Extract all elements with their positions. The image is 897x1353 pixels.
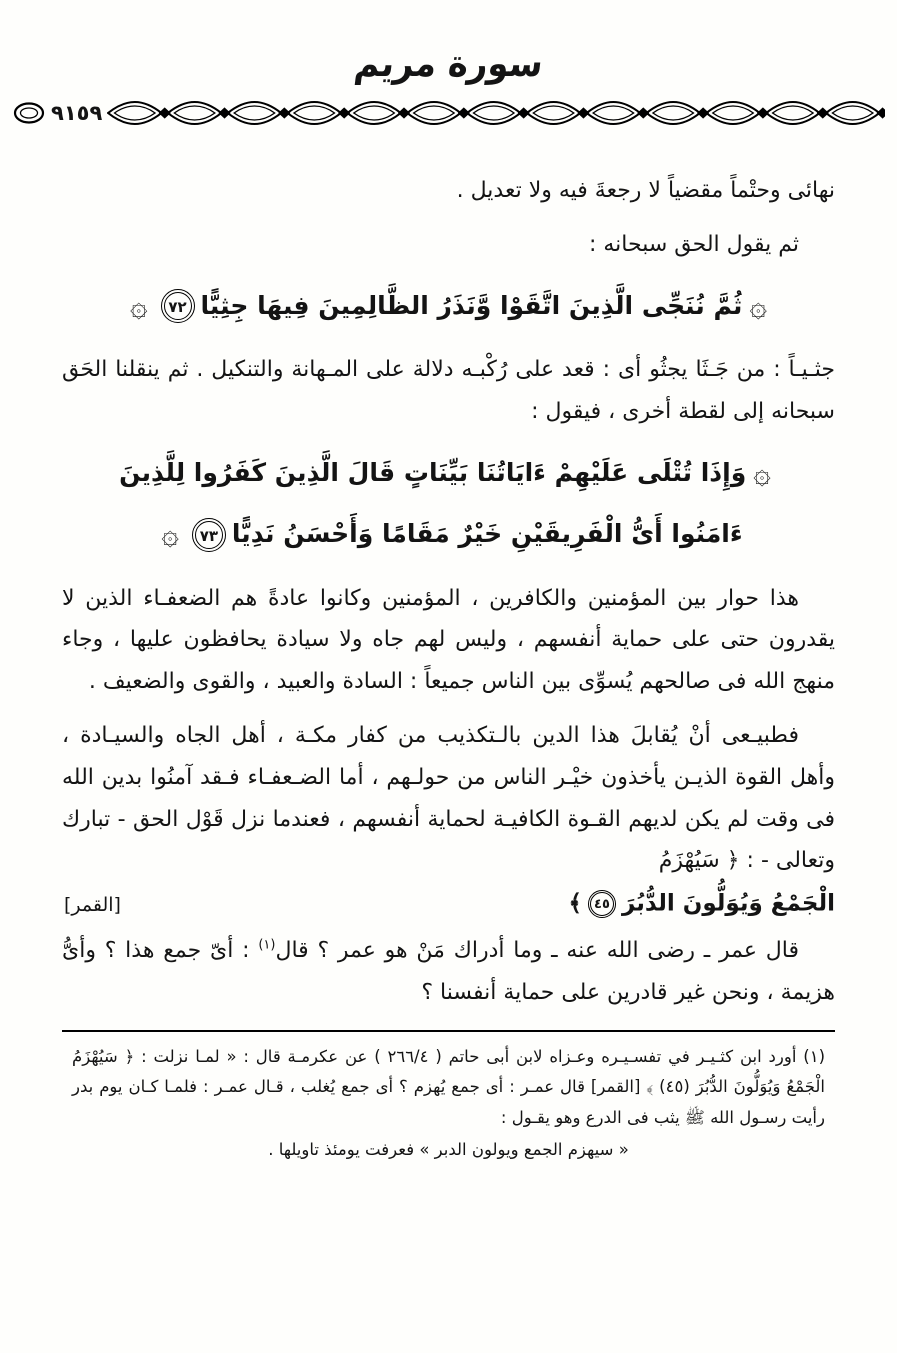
chain-end-ring-ornament <box>12 100 46 126</box>
chain-links-ornament <box>107 100 885 126</box>
page-content <box>0 128 897 1014</box>
footnote-last-line: « سيهزم الجمع ويولون الدبر » فعرفت يومئذ تاويلها . <box>268 1140 629 1160</box>
verse-73-line-1 <box>68 443 829 505</box>
quran-verse-73 <box>68 443 829 566</box>
verse-source-citation: [القمر] <box>64 893 121 916</box>
verse-start-ornament-icon: ۞ <box>749 288 768 324</box>
paragraph-opposition: فطبيـعى أنْ يُقابلَ هذا الدين بالـتكذيب من كفار مكـة ، أهل الجاه والسيـادة ، وأهل القوة الذيـن يأخذون خيْـر الناس من حولـهم ، أما الضـعفـاء فـقد آمنُوا بدين الله فى وقت لم يكن لديهم القـوة الكافيـة لحماية أنفسهم ، فعندما نزل قَوْل الحق - تبارك وتعالى - : ﴿ سَيُهْزَمُ <box>62 723 835 874</box>
page-number: ٩١٥٩ <box>51 101 103 125</box>
ayah-number-72: ٧٢ <box>161 289 195 323</box>
paragraph-jithiyya-explanation: جثـيـاً : من جَـثَا يجثُو أى : قعد على رُكْبـه دلالة على المـهانة والتنكيل . ثم ينقلنا الحَق سبحانه إلى لقطة أخرى ، فيقول : <box>62 357 835 424</box>
footnote-divider <box>62 1030 835 1032</box>
verse-45-text <box>568 890 835 918</box>
footnote-text: (١) أورد ابن كثـيـر في تفسـيـره وعـزاه لابن أبى حاتم ( ٢٦٦/٤ ) عن عكرمـة قال : « لمـا نزلت : ﴿ سَيُهْزَمُ الْجَمْعُ وَيُوَلُّونَ الدُّبُرَ (٤٥) ﴾ [القمر] قال عمـر : أى جمع يُهزم ؟ أى جمع يُغلب ، قـال عمـر : فلمـا كـان يوم بدر رأيت رسـول الله ﷺ يثب فى الدرع وهو يقـول : <box>72 1046 825 1127</box>
verse-45-words: الْجَمْعُ وَيُوَلُّونَ الدُّبُرَ <box>621 890 835 917</box>
quran-verse-72 <box>68 276 829 338</box>
paragraph-dialogue: هذا حوار بين المؤمنين والكافرين ، المؤمنين وكانوا عادةً هم الضعفـاء الذين لا يقدرون حتى على حماية أنفسهم ، وليس لهم جاه ولا سيادة يحافظون عليها ، وجاء منهج الله فى صالحهم يُسوِّى بين الناس جميعاً : السادة والعبيد ، والقوى والضعيف . <box>62 585 835 695</box>
verse-73-text-line2: ءَامَنُوا أَىُّ الْفَرِيقَيْنِ خَيْرٌ مَقَامًا وَأَحْسَنُ نَدِيًّا <box>231 518 743 548</box>
verse-start-ornament-icon: ۞ <box>753 455 771 491</box>
verse-73-text-line1: وَإِذَا تُتْلَى عَلَيْهِمْ ءَايَاتُنَا بَيِّنَاتٍ قَالَ الَّذِينَ كَفَرُوا لِلَّذِينَ <box>119 457 747 487</box>
verse-end-ornament-icon: ۞ <box>161 517 179 553</box>
ayah-number-73: ٧٣ <box>192 518 226 552</box>
verse-close-bracket: ﴾ <box>568 890 582 917</box>
footnote-reference: (١) <box>258 937 276 953</box>
omar-text-after-ref: : أىّ جمع هذا ؟ وأىُّ هزيمة ، ونحن غير قادرين على حماية أنفسنا ؟ <box>62 938 835 1006</box>
verse-quote-continuation <box>62 890 835 918</box>
surah-title-text: سورة مريم <box>351 42 546 86</box>
verse-73-line-2 <box>68 504 829 566</box>
paragraph-lead-in: ثم يقول الحق سبحانه : <box>588 231 799 257</box>
verse-72-text: ثُمَّ نُنَجِّى الَّذِينَ اتَّقَوْا وَّنَذَرُ الظَّالِمِينَ فِيهَا جِثِيًّا <box>200 290 743 320</box>
footnote-section <box>0 1042 897 1166</box>
omar-text-before-ref: قال عمر ـ رضى الله عنه ـ وما أدراك مَنْ هو عمر ؟ قال <box>275 938 799 964</box>
paragraph-omar <box>62 930 835 1014</box>
paragraph-conclusion: نهائى وحتْماً مقضياً لا رجعةَ فيه ولا تعديل . <box>456 178 835 203</box>
surah-title-calligraphy <box>0 0 897 84</box>
ayah-number-45: ٤٥ <box>588 890 616 918</box>
verse-end-ornament-icon: ۞ <box>129 288 148 324</box>
decorative-chain-border <box>0 98 897 128</box>
